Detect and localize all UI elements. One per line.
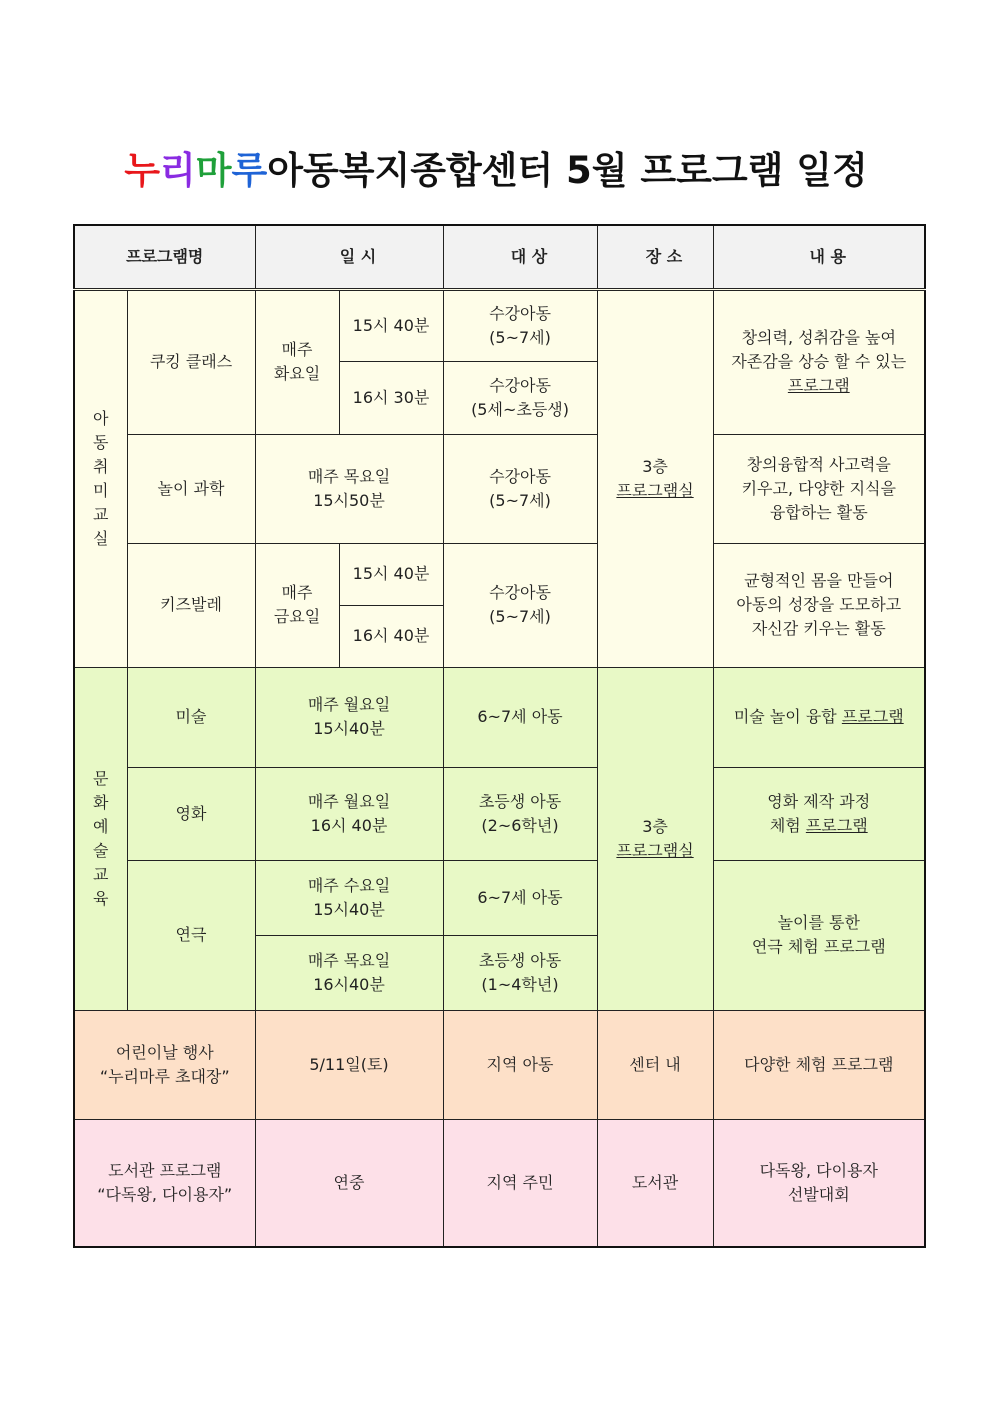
header-target: 대 상 [443,225,597,289]
header-content: 내 용 [713,225,925,289]
cooking-time-2: 16시 30분 [339,361,443,434]
cooking-time-1: 15시 40분 [339,289,443,361]
film-datetime: 매주 월요일 16시 40분 [255,767,443,860]
header-row [74,225,925,289]
program-science: 놀이 과학 [127,434,255,543]
table-row [74,667,925,767]
program-ballet: 키즈발레 [127,543,255,667]
table-row [74,289,925,361]
ballet-target: 수강아동 (5~7세) [443,543,597,667]
childrens-day-content: 다양한 체험 프로그램 [713,1010,925,1119]
library-place: 도서관 [597,1119,713,1247]
art-target: 6~7세 아동 [443,667,597,767]
category-hobby [74,289,127,667]
program-art: 미술 [127,667,255,767]
film-target: 초등생 아동 (2~6학년) [443,767,597,860]
drama-datetime-1: 매주 수요일 15시40분 [255,860,443,935]
title-rest: 아동복지종합센터 5월 프로그램 일정 [267,149,868,192]
table-row [74,434,925,543]
header-place: 장 소 [597,225,713,289]
table-row [74,1010,925,1119]
cooking-target-2: 수강아동 (5세~초등생) [443,361,597,434]
header-datetime: 일 시 [255,225,443,289]
title-brand-char-1: 누 [124,149,160,192]
ballet-time-1: 15시 40분 [339,543,443,605]
ballet-time-2: 16시 40분 [339,605,443,667]
category-culture-label: 문화예술교육 [93,768,109,908]
cooking-day: 매주 화요일 [255,289,339,434]
program-drama: 연극 [127,860,255,1010]
program-childrens-day: 어린이날 행사 “누리마루 초대장” [74,1010,255,1119]
drama-datetime-2: 매주 목요일 16시40분 [255,935,443,1010]
childrens-day-target: 지역 아동 [443,1010,597,1119]
title-brand-char-4: 루 [231,149,268,192]
science-datetime: 매주 목요일 15시50분 [255,434,443,543]
page-title [0,140,992,194]
hobby-place: 3층 프로그램실 [597,289,713,667]
drama-content: 놀이를 통한 연극 체험 프로그램 [713,860,925,1010]
library-target: 지역 주민 [443,1119,597,1247]
table-row [74,767,925,860]
schedule-table [73,224,926,1248]
program-film: 영화 [127,767,255,860]
ballet-day: 매주 금요일 [255,543,339,667]
title-brand-char-3: 마 [195,149,232,192]
science-content: 창의융합적 사고력을 키우고, 다양한 지식을 융합하는 활동 [713,434,925,543]
cooking-target-1: 수강아동 (5~7세) [443,289,597,361]
cooking-content: 창의력, 성취감을 높여 자존감을 상승 할 수 있는 프로그램 [713,289,925,434]
title-brand-char-2: 리 [159,149,196,192]
table-row [74,1119,925,1247]
category-culture [74,667,127,1010]
film-content: 영화 제작 과정 체험 프로그램 [713,767,925,860]
science-target: 수강아동 (5~7세) [443,434,597,543]
program-cooking: 쿠킹 클래스 [127,289,255,434]
art-datetime: 매주 월요일 15시40분 [255,667,443,767]
drama-target-2: 초등생 아동 (1~4학년) [443,935,597,1010]
table-row [74,543,925,605]
childrens-day-datetime: 5/11일(토) [255,1010,443,1119]
drama-target-1: 6~7세 아동 [443,860,597,935]
childrens-day-place: 센터 내 [597,1010,713,1119]
library-content: 다독왕, 다이용자 선발대회 [713,1119,925,1247]
category-hobby-label: 아동취미교실 [93,408,109,548]
table-row [74,860,925,935]
header-program: 프로그램명 [74,225,255,289]
culture-place: 3층 프로그램실 [597,667,713,1010]
ballet-content: 균형적인 몸을 만들어 아동의 성장을 도모하고 자신감 키우는 활동 [713,543,925,667]
library-datetime: 연중 [255,1119,443,1247]
program-library: 도서관 프로그램 “다독왕, 다이용자” [74,1119,255,1247]
art-content: 미술 놀이 융합 프로그램 [713,667,925,767]
